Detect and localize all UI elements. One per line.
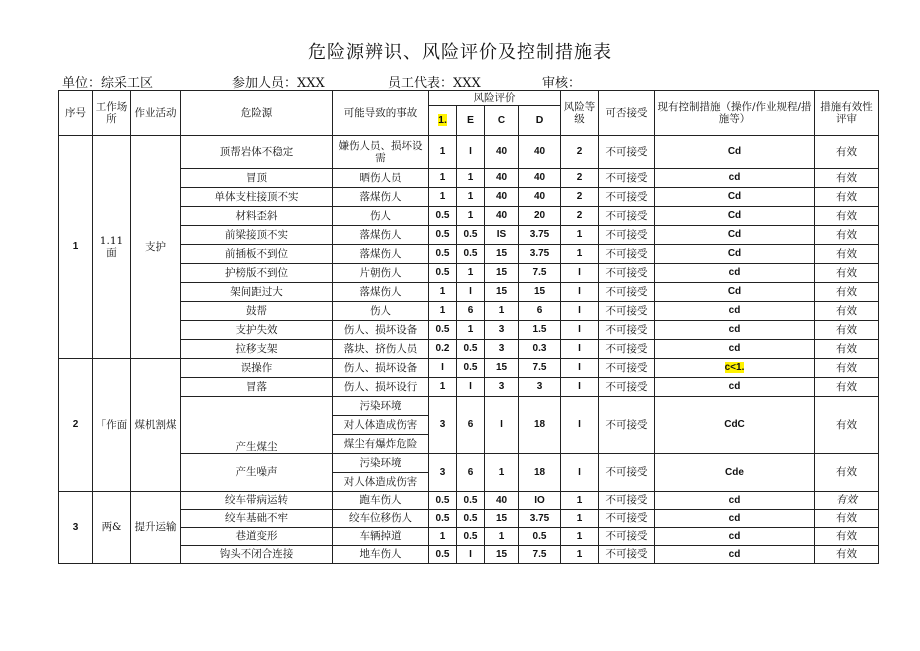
control-cell: cd [655,340,815,359]
score-e: 1 [457,264,485,283]
score-c: 40 [485,136,519,169]
acceptable-cell: 不可接受 [599,283,655,302]
score-c: 15 [485,245,519,264]
control-cell: CdC [655,397,815,454]
employee-rep-label: 员工代表：XXX [388,76,481,91]
score-e: 6 [457,302,485,321]
header-c: C [485,106,519,136]
score-level: 1 [561,510,599,528]
control-cell: cd [655,492,815,510]
acceptable-cell: 不可接受 [599,169,655,188]
acceptable-cell: 不可接受 [599,454,655,492]
header-level: 风险等级 [561,91,599,136]
score-c: 15 [485,510,519,528]
effectiveness-cell: 有效 [815,397,879,454]
score-c: 15 [485,264,519,283]
table-row [59,359,879,378]
accident-cell: 片朝伤人 [333,264,429,283]
table-row [59,546,879,564]
workplace-cell: 1.11面 [93,136,131,359]
control-cell: Cd [655,245,815,264]
score-level: I [561,397,599,454]
score-e: I [457,378,485,397]
accident-cell: 伤人、损坏设行 [333,378,429,397]
score-l: I [429,359,457,378]
score-e: 0.5 [457,510,485,528]
acceptable-cell: 不可接受 [599,136,655,169]
control-cell: cd [655,528,815,546]
score-level: 2 [561,188,599,207]
hazard-cell: 拉移支架 [181,340,333,359]
effectiveness-cell: 有效 [815,283,879,302]
score-e: I [457,283,485,302]
control-cell: cd [655,546,815,564]
score-c: I [485,397,519,454]
header-workplace: 工作场所 [93,91,131,136]
effectiveness-cell: 有效 [815,321,879,340]
hazard-cell: 巷道变形 [181,528,333,546]
score-c: 1 [485,528,519,546]
acceptable-cell: 不可接受 [599,546,655,564]
score-d: 7.5 [519,264,561,283]
acceptable-cell: 不可接受 [599,264,655,283]
score-l: 0.5 [429,245,457,264]
accident-cell: 绞车位移伤人 [333,510,429,528]
score-e: 1 [457,207,485,226]
score-l: 1 [429,136,457,169]
score-c: IS [485,226,519,245]
seq-cell: 1 [59,136,93,359]
score-l: 0.5 [429,264,457,283]
accident-cell: 落煤伤人 [333,283,429,302]
control-cell: cd [655,169,815,188]
score-e: 0.5 [457,226,485,245]
score-level: I [561,264,599,283]
score-d: IO [519,492,561,510]
acceptable-cell: 不可接受 [599,510,655,528]
score-e: 1 [457,169,485,188]
control-cell: Cd [655,283,815,302]
score-level: I [561,302,599,321]
review-label: 审核： [542,76,582,91]
score-l: 1 [429,283,457,302]
table-row [59,136,879,169]
accident-cell: 伤人、损坏设备 [333,321,429,340]
hazard-cell: 前插板不到位 [181,245,333,264]
table-row [59,264,879,283]
score-level: I [561,359,599,378]
hazard-cell: 误操作 [181,359,333,378]
score-e: I [457,546,485,564]
effectiveness-cell: 有效 [815,188,879,207]
score-d: 3.75 [519,245,561,264]
accident-cell: 跑车伤人 [333,492,429,510]
score-l: 0.5 [429,510,457,528]
activity-cell: 支护 [131,136,181,359]
effectiveness-cell: 有效 [815,454,879,492]
score-d: 40 [519,188,561,207]
score-d: 3.75 [519,226,561,245]
effectiveness-cell: 有效 [815,264,879,283]
risk-table [58,90,879,564]
accident-cell: 落煤伤人 [333,226,429,245]
score-d: 7.5 [519,546,561,564]
acceptable-cell: 不可接受 [599,340,655,359]
effectiveness-cell: 有效 [815,169,879,188]
score-d: 3 [519,378,561,397]
score-level: 1 [561,226,599,245]
score-c: 3 [485,321,519,340]
accident-cell: 落块、挤伤人员 [333,340,429,359]
hazard-cell: 支护失效 [181,321,333,340]
score-l: 0.5 [429,492,457,510]
header-evaluation: 风险评价 [429,91,561,106]
score-d: 40 [519,136,561,169]
header-e: E [457,106,485,136]
control-cell: cd [655,264,815,283]
control-cell: cd [655,510,815,528]
score-d: 18 [519,397,561,454]
table-row [59,321,879,340]
acceptable-cell: 不可接受 [599,492,655,510]
header-acceptable: 可否接受 [599,91,655,136]
control-cell: cd [655,378,815,397]
score-e: 1 [457,321,485,340]
score-level: 1 [561,546,599,564]
score-l: 0.5 [429,546,457,564]
header-effectiveness: 措施有效性评审 [815,91,879,136]
score-e: 0.5 [457,528,485,546]
score-l: 1 [429,188,457,207]
acceptable-cell: 不可接受 [599,528,655,546]
score-e: 0.5 [457,359,485,378]
accident-cell: 对人体造成伤害 [333,473,429,492]
control-cell: Cd [655,188,815,207]
activity-cell: 提升运输 [131,492,181,564]
hazard-cell: 单体支柱接顶不实 [181,188,333,207]
score-d: 0.3 [519,340,561,359]
acceptable-cell: 不可接受 [599,321,655,340]
score-c: 3 [485,378,519,397]
score-e: 0.5 [457,245,485,264]
score-level: I [561,340,599,359]
score-l: 0.5 [429,226,457,245]
accident-cell: 煤尘有爆炸危险 [333,435,429,454]
score-l: 3 [429,397,457,454]
effectiveness-cell: 有效 [815,378,879,397]
effectiveness-cell: 有效 [815,510,879,528]
participants-label: 参加人员：XXX [232,76,325,91]
table-row [59,492,879,510]
effectiveness-cell: 有效 [815,340,879,359]
workplace-cell: 「作面 [93,359,131,492]
table-row [59,397,879,416]
control-cell: Cd [655,226,815,245]
acceptable-cell: 不可接受 [599,245,655,264]
hazard-cell: 钩头不闭合连接 [181,546,333,564]
score-d: 7.5 [519,359,561,378]
score-c: 40 [485,188,519,207]
score-c: 15 [485,283,519,302]
workplace-cell: 两& [93,492,131,564]
score-level: I [561,454,599,492]
seq-cell: 2 [59,359,93,492]
control-cell: cd [655,302,815,321]
score-c: 15 [485,546,519,564]
header-d: D [519,106,561,136]
accident-cell: 地车伤人 [333,546,429,564]
score-e: 0.5 [457,340,485,359]
accident-cell: 污染环境 [333,454,429,473]
table-row [59,510,879,528]
accident-cell: 车辆掉道 [333,528,429,546]
score-d: 40 [519,169,561,188]
control-cell: Cd [655,207,815,226]
table-row [59,454,879,473]
score-e: 0.5 [457,492,485,510]
effectiveness-cell: 有效 [815,546,879,564]
activity-cell: 煤机割煤 [131,359,181,492]
accident-cell: 伤人 [333,207,429,226]
hazard-cell: 冒落 [181,378,333,397]
score-d: 6 [519,302,561,321]
score-level: 2 [561,207,599,226]
header-hazard: 危险源 [181,91,333,136]
acceptable-cell: 不可接受 [599,188,655,207]
effectiveness-cell: 有效 [815,528,879,546]
acceptable-cell: 不可接受 [599,302,655,321]
control-cell: cd [655,321,815,340]
effectiveness-cell: 有效 [815,226,879,245]
score-e: 6 [457,454,485,492]
table-row [59,226,879,245]
score-level: I [561,321,599,340]
acceptable-cell: 不可接受 [599,207,655,226]
accident-cell: 对人体造成伤害 [333,416,429,435]
effectiveness-cell: 有效 [815,359,879,378]
score-c: 3 [485,340,519,359]
control-cell: Cd [655,136,815,169]
effectiveness-cell: 有效 [815,302,879,321]
score-d: 3.75 [519,510,561,528]
table-row [59,378,879,397]
header-l: 1. [429,106,457,136]
accident-cell: 嫌伤人员、损坏设需 [333,136,429,169]
hazard-cell: 绞车基础不牢 [181,510,333,528]
seq-cell: 3 [59,492,93,564]
hazard-cell: 绞车带病运转 [181,492,333,510]
accident-cell: 落煤伤人 [333,188,429,207]
score-l: 0.5 [429,207,457,226]
score-l: 1 [429,169,457,188]
score-c: 1 [485,302,519,321]
header-activity: 作业活动 [131,91,181,136]
score-d: 20 [519,207,561,226]
accident-cell: 伤人、损坏设备 [333,359,429,378]
hazard-cell: 冒顶 [181,169,333,188]
score-level: 2 [561,169,599,188]
score-l: 1 [429,302,457,321]
hazard-cell: 材料歪斜 [181,207,333,226]
acceptable-cell: 不可接受 [599,397,655,454]
accident-cell: 污染环境 [333,397,429,416]
score-c: 40 [485,207,519,226]
table-body [59,136,879,564]
hazard-cell: 护榜版不到位 [181,264,333,283]
table-row [59,207,879,226]
header-accident: 可能导致的事故 [333,91,429,136]
score-l: 0.2 [429,340,457,359]
score-c: 15 [485,359,519,378]
hazard-cell: 前梁接顶不实 [181,226,333,245]
score-l: 3 [429,454,457,492]
effectiveness-cell: 有效 [815,245,879,264]
effectiveness-cell: 有效 [815,492,879,510]
hazard-cell: 产生煤尘 [181,397,333,454]
score-d: 15 [519,283,561,302]
score-level: I [561,378,599,397]
hazard-cell: 架间距过大 [181,283,333,302]
score-d: 18 [519,454,561,492]
score-l: 1 [429,378,457,397]
score-level: 2 [561,136,599,169]
score-e: I [457,136,485,169]
score-l: 0.5 [429,321,457,340]
table-row [59,169,879,188]
hazard-cell: 产生噪声 [181,454,333,492]
table-row [59,340,879,359]
score-level: 1 [561,245,599,264]
score-e: 6 [457,397,485,454]
score-d: 1.5 [519,321,561,340]
control-cell: c<1. [655,359,815,378]
header-seq: 序号 [59,91,93,136]
acceptable-cell: 不可接受 [599,378,655,397]
header-control: 现有控制措施（操作/作业规程/措施等） [655,91,815,136]
accident-cell: 落煤伤人 [333,245,429,264]
table-row [59,302,879,321]
hazard-cell: 鼓帮 [181,302,333,321]
control-cell: Cde [655,454,815,492]
hazard-cell: 顶帮岩体不稳定 [181,136,333,169]
score-level: 1 [561,492,599,510]
table-row [59,528,879,546]
score-c: 40 [485,492,519,510]
table-row [59,283,879,302]
effectiveness-cell: 有效 [815,136,879,169]
table-row [59,245,879,264]
acceptable-cell: 不可接受 [599,226,655,245]
score-c: 40 [485,169,519,188]
unit-label: 单位：综采工区 [62,76,154,91]
score-level: 1 [561,528,599,546]
acceptable-cell: 不可接受 [599,359,655,378]
score-l: 1 [429,528,457,546]
score-e: 1 [457,188,485,207]
accident-cell: 晒伤人员 [333,169,429,188]
score-d: 0.5 [519,528,561,546]
accident-cell: 伤人 [333,302,429,321]
effectiveness-cell: 有效 [815,207,879,226]
table-row [59,188,879,207]
document-title: 危险源辨识、风险评价及控制措施表 [308,42,612,63]
score-c: 1 [485,454,519,492]
score-level: I [561,283,599,302]
